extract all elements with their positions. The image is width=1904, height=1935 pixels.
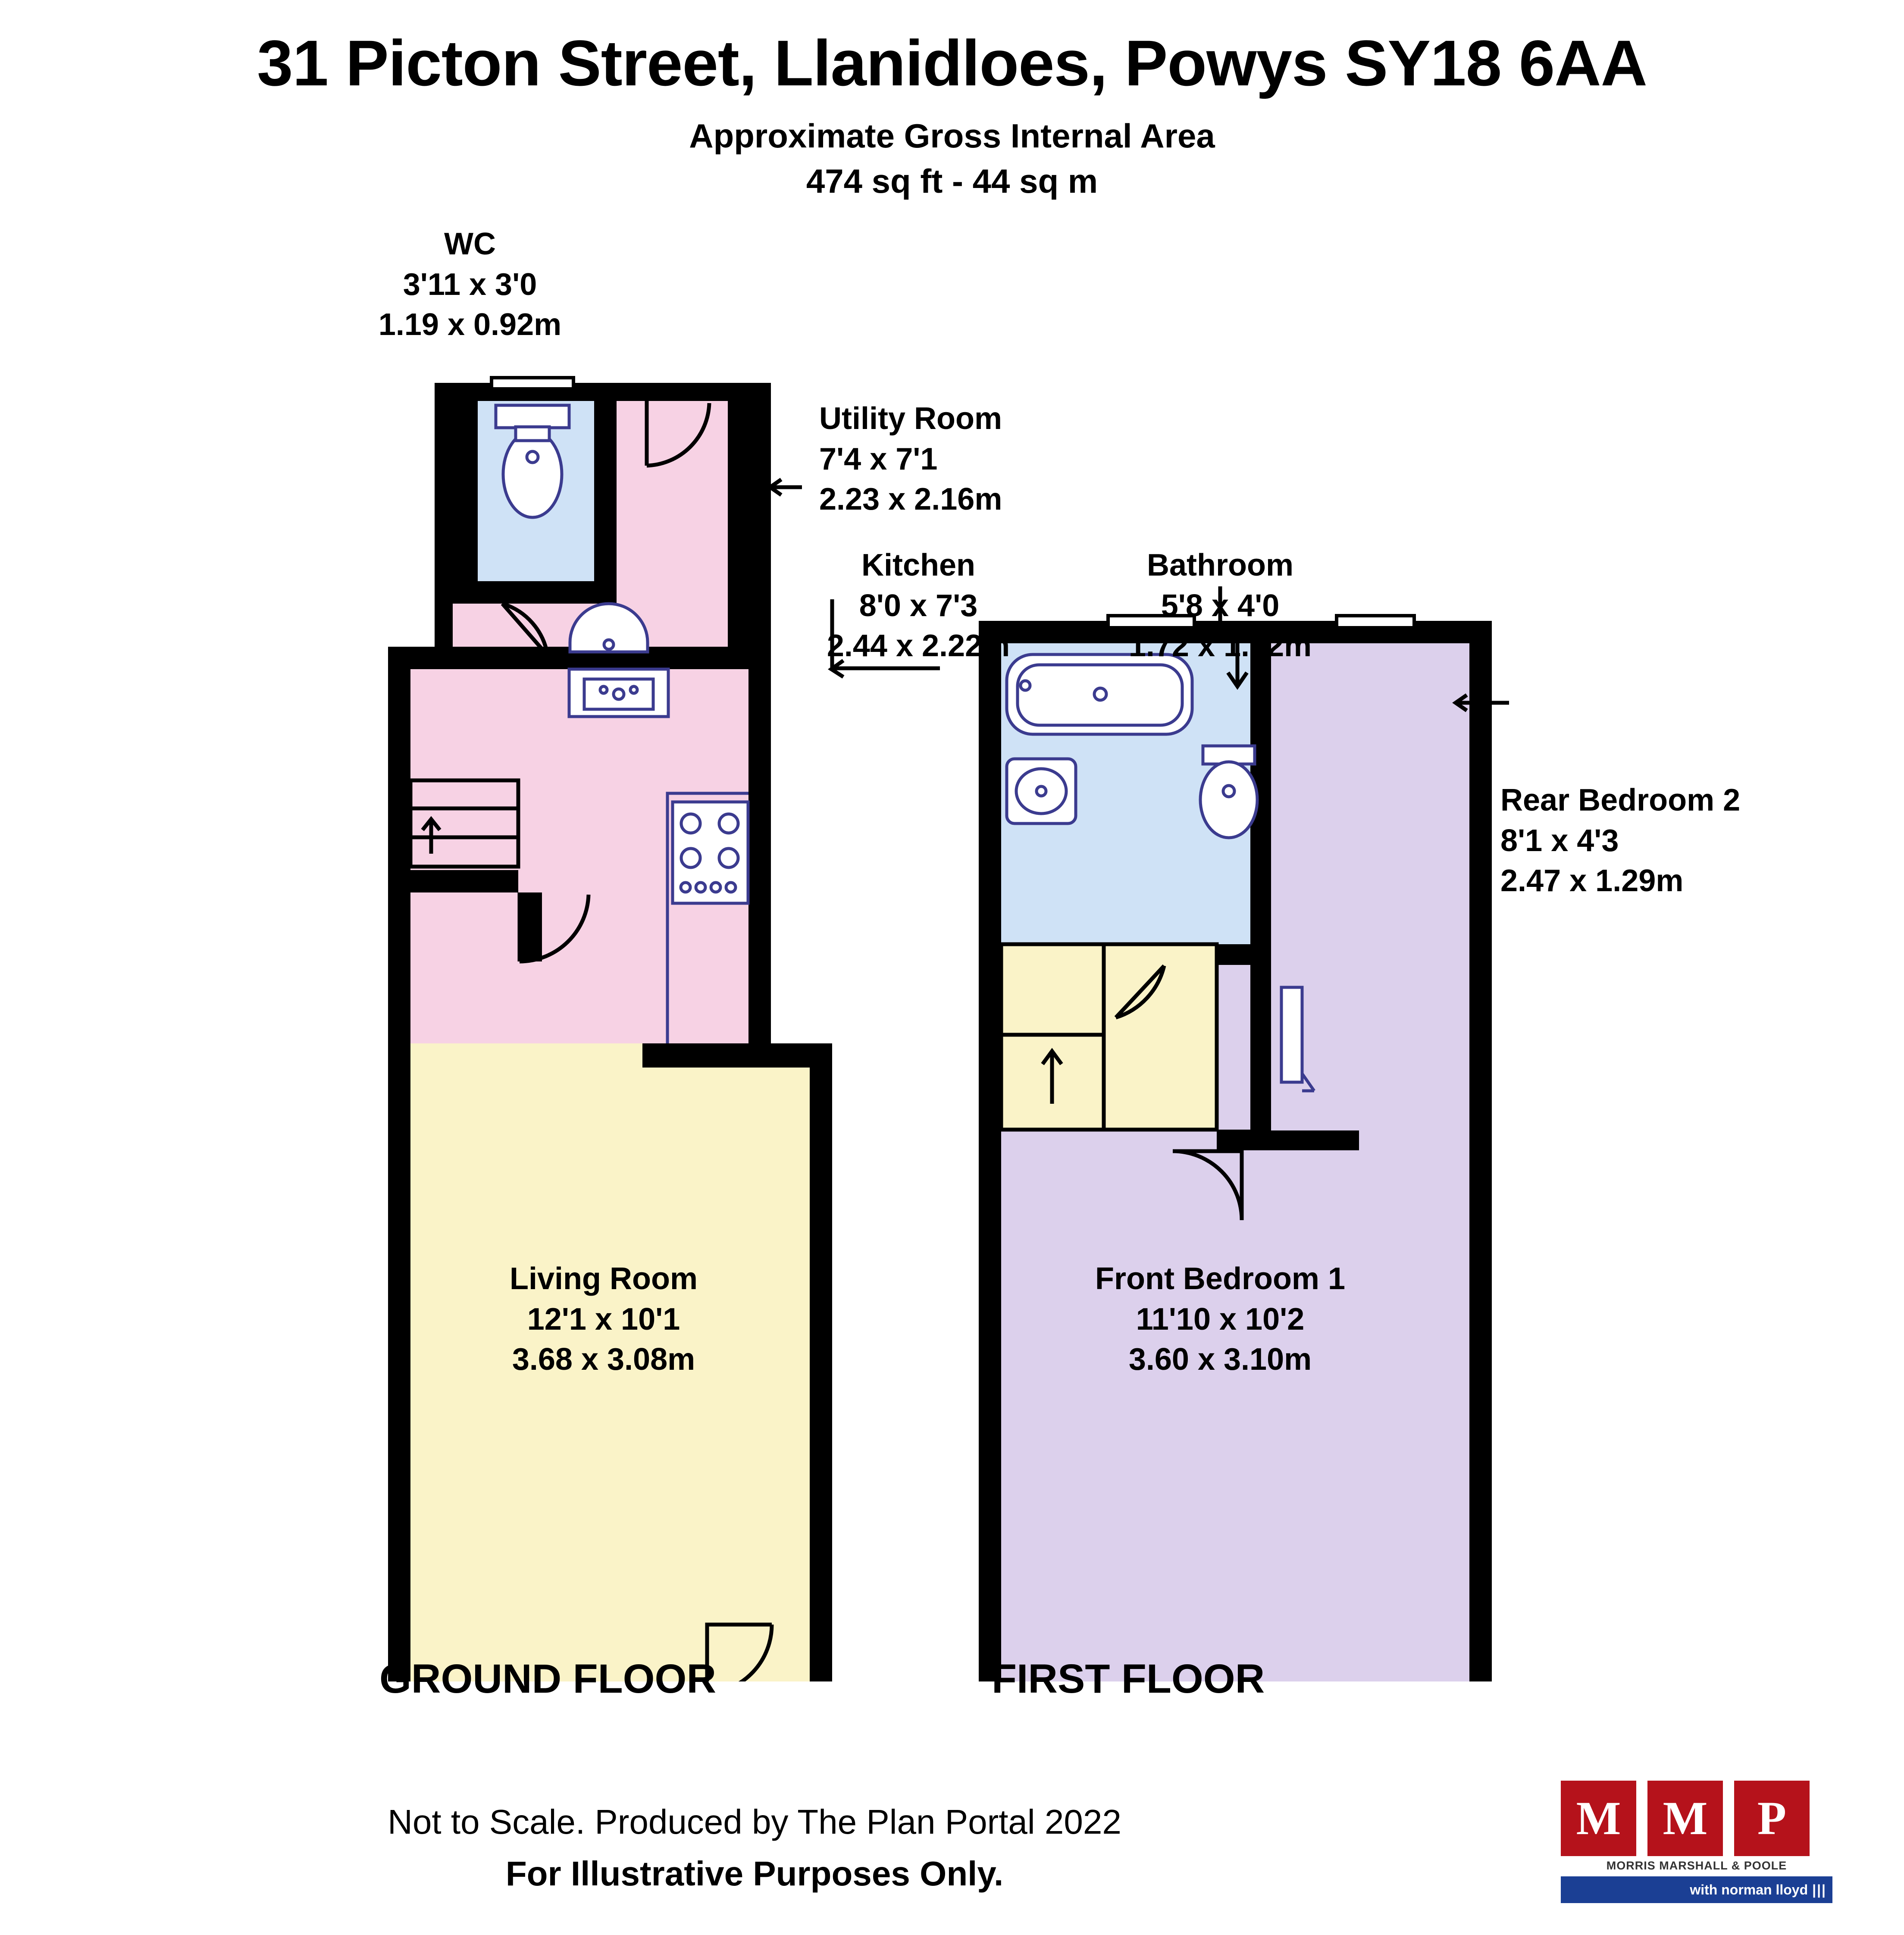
- ground-floor-label: GROUND FLOOR: [379, 1656, 717, 1702]
- wc-metric: 1.19 x 0.92m: [378, 307, 562, 342]
- rear-bedroom-metric: 2.47 x 1.29m: [1500, 864, 1684, 899]
- understairs-wall: [520, 892, 542, 961]
- utility-metric: 2.23 x 2.16m: [819, 482, 1002, 517]
- bathroom-imperial: 5'8 x 4'0: [1161, 588, 1280, 623]
- living-room-top-wall: [642, 1043, 810, 1068]
- wash-basin-icon-bathroom: [1007, 759, 1076, 823]
- cooker-hob-icon: [673, 802, 748, 903]
- bathroom-annotation: [1069, 545, 1371, 667]
- ground-stairs: [410, 780, 518, 867]
- front-bedroom-metric: 3.60 x 3.10m: [1128, 1342, 1312, 1377]
- page-title: 31 Picton Street, Llanidloes, Powys SY18 6AA: [257, 27, 1647, 99]
- landing-bottom-wall: [1217, 1130, 1359, 1150]
- rear-bedroom-annotation: [1500, 780, 1740, 902]
- bathroom-metric: 1.72 x 1.22m: [1128, 629, 1312, 664]
- wc-window: [492, 378, 573, 389]
- utility-imperial: 7'4 x 7'1: [819, 441, 938, 476]
- logo-tagline: with norman lloyd: [1690, 1882, 1808, 1897]
- rear-bedroom-name: Rear Bedroom 2: [1500, 783, 1741, 817]
- kitchen-imperial: 8'0 x 7'3: [859, 588, 978, 623]
- kitchen-name: Kitchen: [861, 548, 976, 582]
- living-room-name: Living Room: [510, 1262, 698, 1296]
- company-logo: [1561, 1781, 1832, 1901]
- living-room-annotation: [388, 1259, 819, 1380]
- wc-wall-right: [594, 401, 617, 604]
- logo-tagline-bar: [1561, 1876, 1832, 1903]
- kitchen-sink-icon: [569, 669, 668, 717]
- logo-company-name: MORRIS MARSHALL & POOLE: [1606, 1859, 1787, 1872]
- first-floor-label: FIRST FLOOR: [992, 1656, 1265, 1702]
- front-bedroom-annotation: [992, 1259, 1449, 1380]
- logo-letter-1: M: [1561, 1781, 1636, 1856]
- wc-wall-bottom: [478, 581, 594, 604]
- wc-imperial: 3'11 x 3'0: [403, 267, 537, 302]
- area-label: Approximate Gross Internal Area: [689, 117, 1215, 155]
- front-bedroom-name: Front Bedroom 1: [1095, 1262, 1345, 1296]
- wc-name: WC: [444, 227, 496, 261]
- kitchen-metric: 2.44 x 2.22m: [827, 629, 1010, 664]
- front-bedroom-imperial: 11'10 x 10'2: [1136, 1302, 1305, 1337]
- logo-stripes: |||: [1812, 1882, 1826, 1897]
- living-room-imperial: 12'1 x 10'1: [527, 1302, 680, 1337]
- landing-wall: [1217, 944, 1271, 965]
- logo-letter-2: M: [1647, 1781, 1723, 1856]
- footer-line-1: Not to Scale. Produced by The Plan Portal 2022: [388, 1803, 1121, 1841]
- logo-letter-3: P: [1734, 1781, 1810, 1856]
- wc-annotation: [341, 224, 599, 345]
- utility-annotation: [819, 399, 1002, 520]
- rear-bedroom-imperial: 8'1 x 4'3: [1500, 823, 1619, 858]
- landing-right-wall: [1250, 965, 1271, 1150]
- ground-floor-plan: [388, 378, 832, 1681]
- stairs-wall: [410, 870, 518, 892]
- kitchen-annotation: [798, 545, 1039, 667]
- living-room-metric: 3.68 x 3.08m: [512, 1342, 695, 1377]
- utility-name: Utility Room: [819, 401, 1002, 436]
- toilet-icon-bathroom: [1200, 746, 1257, 838]
- bathroom-name: Bathroom: [1147, 548, 1293, 582]
- area-value: 474 sq ft - 44 sq m: [806, 162, 1098, 200]
- utility-wall-right: [728, 383, 771, 659]
- footer-line-2: For Illustrative Purposes Only.: [505, 1854, 1004, 1893]
- wc-wall-left: [453, 401, 478, 604]
- first-floor-stairs: [1001, 944, 1217, 1130]
- first-floor-plan: [979, 616, 1492, 1681]
- logo-letters: [1561, 1781, 1832, 1856]
